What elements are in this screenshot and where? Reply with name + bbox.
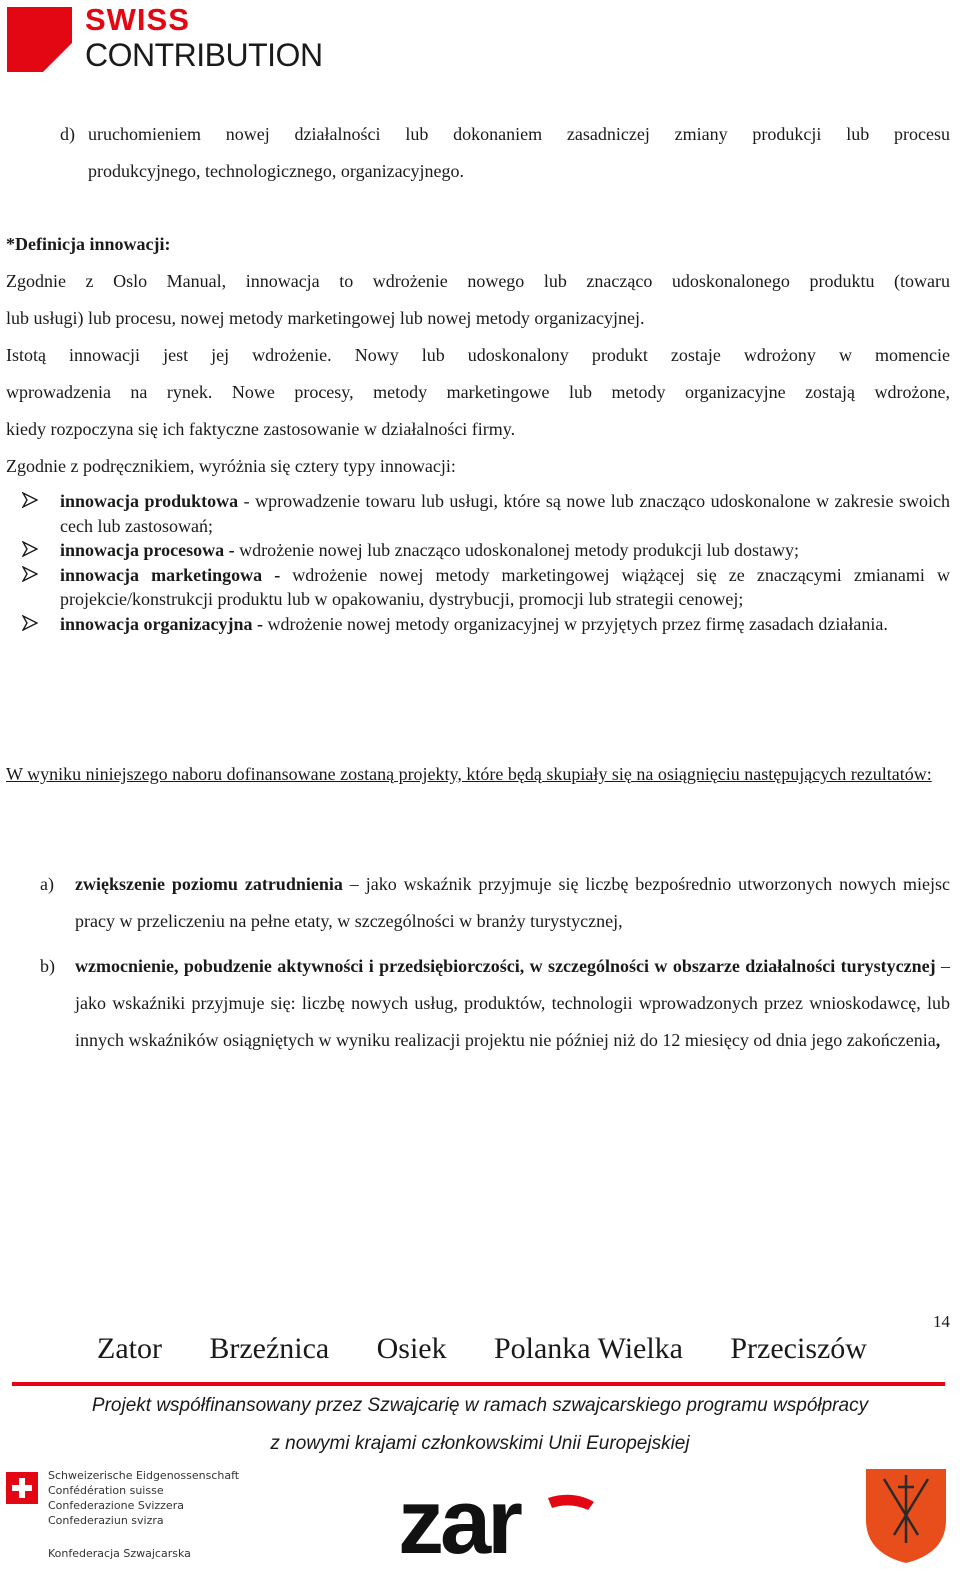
list-marker: a) (40, 874, 54, 894)
definition-heading: *Definicja innowacji: (6, 234, 171, 254)
confederation-polish: Konfederacja Szwajcarska (48, 1547, 191, 1560)
swiss-contribution-logo-mark (7, 7, 72, 72)
arrow-bullet-icon (22, 492, 38, 508)
zar-logo-text: zar (398, 1478, 519, 1563)
place-name: Brzeźnica (209, 1332, 330, 1365)
place-name: Przeciszów (730, 1332, 867, 1365)
place-name: Zator (97, 1332, 162, 1365)
paragraph-line: Zgodnie z podręcznikiem, wyróżnia się cztery typy innowacji: (6, 456, 456, 476)
confederation-names (48, 1468, 239, 1528)
bullet-text: wdrożenie nowej lub znacząco udoskonalonej metody produkcji lub dostawy; (234, 540, 800, 560)
footer-places (97, 1332, 867, 1366)
list-marker: d) (60, 124, 75, 144)
innovation-types-list (22, 489, 950, 636)
footer-divider (12, 1382, 945, 1386)
bullet-text: wdrożenie nowej metody organizacyjnej w przyjętych przez firmę zasadach działania. (262, 613, 888, 634)
results-intro: W wyniku niniejszego naboru dofinansowane zostaną projekty, które będą skupiały się na osiągnięciu następujących rezultatów: (6, 764, 932, 784)
list-marker: b) (40, 956, 55, 976)
logo-corner-icon (7, 7, 72, 72)
paragraph-line: lub usługi) lub procesu, nowej metody marketingowej lub nowej metody organizacyjnej. (6, 308, 645, 328)
list-item (40, 866, 950, 940)
bullet-text: - wprowadzenie towaru lub usługi, które są nowe lub znacząco udoskonalone w zakresie swoich cech lub zastosowań; (60, 491, 950, 536)
place-name: Polanka Wielka (493, 1332, 683, 1365)
list-item (22, 563, 950, 612)
paragraph-line: Istotą innowacji jest jej wdrożenie. Nowy lub udoskonalony produkt zostaje wdrożony w momencie (6, 345, 950, 365)
definition-section (6, 226, 950, 485)
bullet-term: innowacja marketingowa - (60, 564, 281, 585)
list-item (22, 538, 950, 563)
bullet-text: wdrożenie nowej metody marketingowej wiążącej się ze znaczącymi zmianami w projekcie/konstrukcji produktu lub w opakowaniu, dystrybucji, promocji lub strategii cenowej; (60, 564, 950, 609)
footer-note: Projekt współfinansowany przez Szwajcarię w ramach szwajcarskiego programu współpracy (91, 1395, 869, 1416)
paragraph-line: Zgodnie z Oslo Manual, innowacja to wdrożenie nowego lub znacząco udoskonalonego produktu (towaru (6, 271, 950, 291)
list-item-d (60, 116, 950, 190)
footer-note: z nowymi krajami członkowskimi Unii Europejskiej (270, 1433, 690, 1454)
result-term: zwiększenie poziomu zatrudnienia (75, 874, 343, 894)
list-item (22, 612, 950, 637)
zar-logo (398, 1478, 598, 1563)
place-name: Osiek (376, 1332, 447, 1365)
confederation-line: Confederazione Svizzera (48, 1499, 184, 1512)
bullet-term: innowacja organizacyjna - (60, 613, 263, 634)
paragraph-line: kiedy rozpoczyna się ich faktyczne zastosowanie w działalności firmy. (6, 419, 516, 439)
logo-text-swiss: SWISS (85, 2, 190, 37)
coat-of-arms-icon (864, 1465, 948, 1565)
result-text: – jako wskaźniki przyjmuje się: liczbę nowych usług, produktów, technologii wprowadzonych przez wnioskodawcę, lub innych wskaźników osiągniętych w wyniku realizacji projektu nie później niż do 12 miesięcy od dnia jego zakończenia (75, 956, 950, 1050)
arrow-bullet-icon (22, 615, 38, 631)
confederation-line: Confédération suisse (48, 1484, 164, 1497)
result-term: wzmocnienie, pobudzenie aktywności i przedsiębiorczości, w szczególności w obszarze działalności turystycznej (75, 956, 936, 976)
paragraph-line: uruchomieniem nowej działalności lub dokonaniem zasadniczej zmiany produkcji lub procesu (88, 124, 950, 144)
paragraph-line: produkcyjnego, technologicznego, organizacyjnego. (88, 161, 465, 181)
page-number: 14 (933, 1312, 950, 1331)
confederation-line: Confederaziun svizra (48, 1514, 164, 1527)
bullet-term: innowacja procesowa - (60, 540, 235, 560)
arrow-bullet-icon (22, 566, 38, 582)
paragraph-line: wprowadzenia na rynek. Nowe procesy, metody marketingowe lub metody organizacyjne zostają wdrożone, (6, 382, 950, 402)
arrow-bullet-icon (22, 541, 38, 557)
logo-text-contribution: CONTRIBUTION (85, 37, 323, 73)
result-text: – jako wskaźnik przyjmuje się liczbę bezpośrednio utworzonych nowych miejsc pracy w przeliczeniu na pełne etaty, w szczególności w branży turystycznej, (75, 874, 950, 931)
result-tail: , (935, 1030, 941, 1050)
list-item (22, 489, 950, 538)
bullet-term: innowacja produktowa (60, 491, 239, 511)
confederation-line: Schweizerische Eidgenossenschaft (48, 1469, 240, 1482)
results-list (40, 866, 950, 1059)
swiss-flag-icon (6, 1472, 38, 1504)
list-item (40, 948, 950, 1059)
